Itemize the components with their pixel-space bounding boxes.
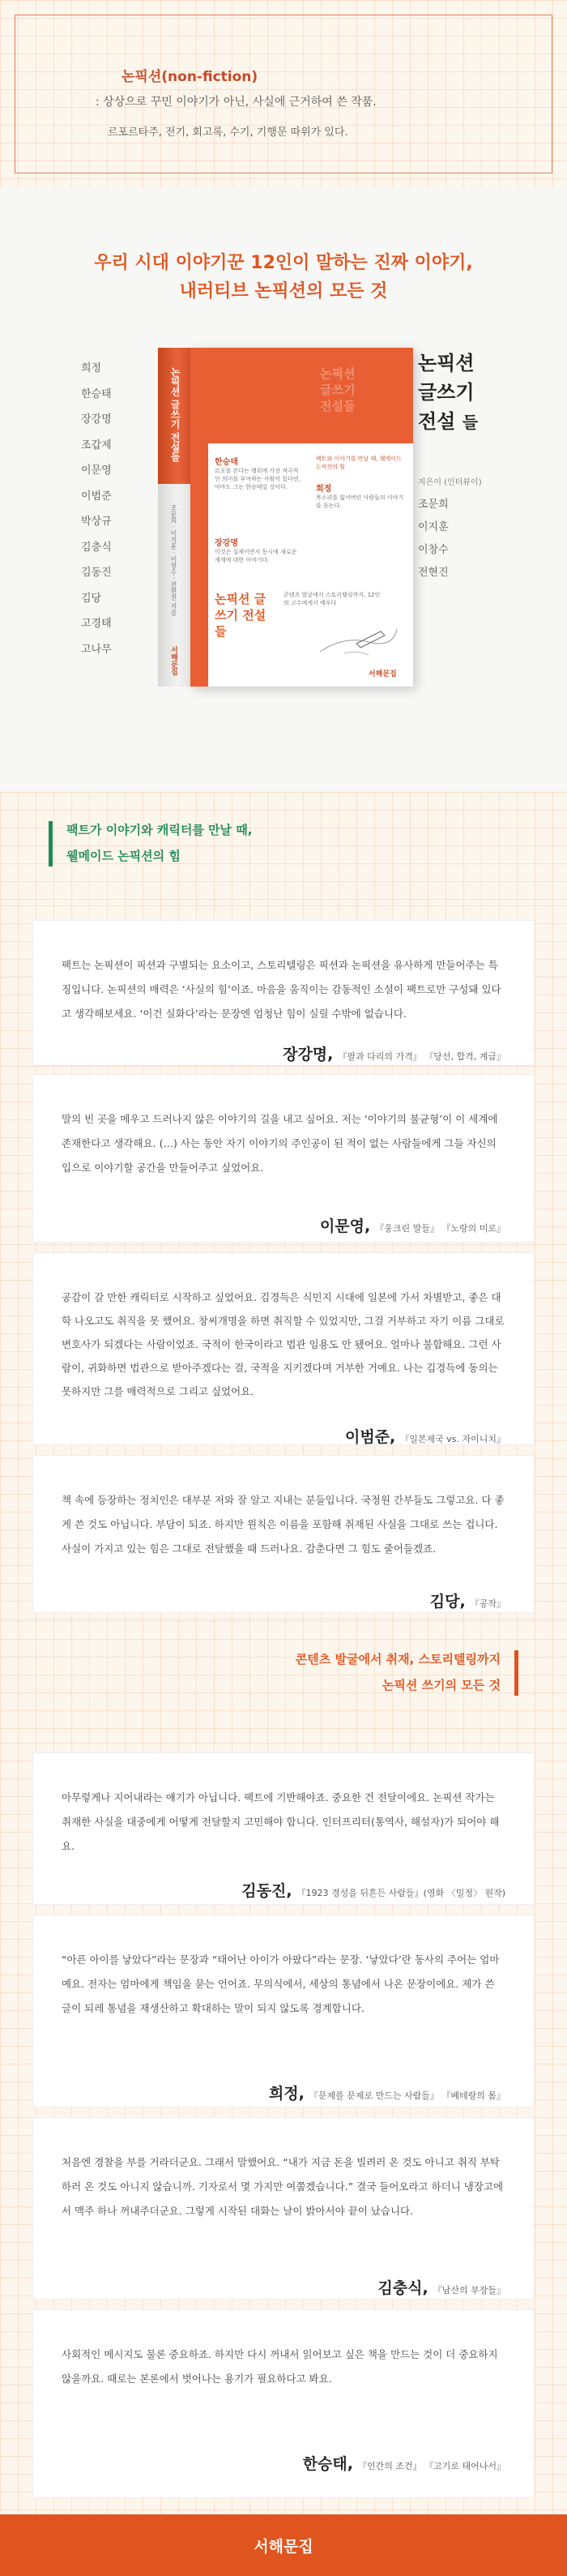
definition-title: 논픽션(non-fiction) xyxy=(122,69,258,85)
quote-book: 『팔과 다리의 가격』 『당선, 합격, 계급』 xyxy=(338,1051,505,1062)
quote-text: 공감이 갈 만한 캐릭터로 시작하고 싶었어요. 김경득은 식민지 시대에 일본에 가서 차별받고, 좋은 대학 나오고도 취직을 못 했어요. 창씨개명을 하면 취직할 수 있었지만, 그걸 거부하고 자기 이름 그대로 변호사가 되겠다는 사람이었죠. 국적이 한국이라고 법관 임용도 안 됐어요. 얼마나 불합해요. 그런 사람이, 귀화하면 법관으로 받아주겠다는 걸, 국적을 지키겠다며 거부한 거예요. 나는 김경득에 동의는 못하지만 그를 매력적으로 그리고 싶었어요. xyxy=(62,1291,505,1397)
spine-publisher: 서해문집 xyxy=(169,646,177,675)
quote-attribution xyxy=(283,1042,505,1064)
author-name: 고경태 xyxy=(81,618,112,630)
quote-text: 책 속에 등장하는 정치인은 대부분 저와 잘 알고 지내는 분들입니다. 국정원 간부들도 그렇고요. 다 좋게 쓴 것도 아닙니다. 부담이 되죠. 하지만 원칙은 이름을 포함해 취재된 사실을 그대로 쓰는 겁니다. 사실이 가지고 있는 힘은 그대로 전달했을 때 드러나요. 감춘다면 그 힘도 줄어들겠죠. xyxy=(62,1494,505,1555)
hero-section xyxy=(0,188,567,792)
section-heading: 논픽션 쓰기의 모든 것 xyxy=(382,1678,501,1692)
quote-card xyxy=(32,1252,535,1445)
quote-text: 사회적인 메시지도 물론 중요하죠. 하지만 다시 꺼내서 읽어보고 싶은 책을 만드는 것이 더 중요하지 않을까요. 때로는 본론에서 벗어나는 용기가 필요하다고 봐요. xyxy=(62,2348,498,2385)
section-heading: 웰메이드 논픽션의 힘 xyxy=(66,849,181,863)
author-name: 김충식 xyxy=(81,541,112,554)
quote-card xyxy=(32,920,535,1066)
quote-card xyxy=(32,2117,535,2300)
spine-authors: 조문희 · 이지훈 · 이창수 · 전현진 지음 xyxy=(170,504,177,616)
author-name: 이문영 xyxy=(81,464,112,477)
cover-name: 장강명 xyxy=(215,539,238,548)
author-name: 박상규 xyxy=(81,516,112,528)
credit-name: 전현진 xyxy=(418,567,449,579)
quote-card xyxy=(32,1915,535,2107)
quote-author: 이범준, xyxy=(344,1428,396,1446)
section-heading-content xyxy=(0,1621,567,1743)
quote-book: 『일본제국 vs. 자이니치』 xyxy=(400,1434,505,1444)
credit-name: 이지훈 xyxy=(418,521,449,533)
quote-card xyxy=(32,1752,535,1905)
cover-name: 한승태 xyxy=(215,458,238,467)
quote-text: 팩트는 논픽션이 픽션과 구별되는 요소이고, 스토리텔링은 픽션과 논픽션을 유사하게 만들어주는 특징입니다. 논픽션의 매력은 ‘사실의 힘’이죠. 마음을 움직이는 감동적인 소설이 팩트로만 구성돼 있다고 생각해보세요. ‘이건 실화다’라는 문장엔 엄청난 힘이 실릴 수밖에 없습니다. xyxy=(62,959,501,1020)
hero-subheadline: 내러티브 논픽션의 모든 것 xyxy=(179,281,388,302)
spine-title: 논픽션 글쓰기 전설들 xyxy=(169,367,181,462)
quote-author: 김동진, xyxy=(241,1882,292,1900)
author-name: 조갑제 xyxy=(81,439,112,451)
quote-book: 『1923 경성을 뒤흔든 사람들』(영화 〈밀정〉 원작) xyxy=(296,1888,505,1898)
quote-card xyxy=(32,1455,535,1613)
author-name: 고나무 xyxy=(81,643,112,656)
cover-text: 이것은 실제이면서 동시에 새로운 세계에 대한 이야기다. xyxy=(215,549,297,563)
cover-mini-title: 논픽션 글쓰기 전설 들 xyxy=(215,592,266,639)
quote-text: “아픈 아이를 낳았다”라는 문장과 “태어난 아이가 아팠다”라는 문장. ‘낳았다’란 동사의 주어는 엄마예요. 전자는 엄마에게 책임을 묻는 언어죠. 무의식에서, 세상의 통념에서 나온 문장이에요. 제가 쓴 글이 되레 통념을 재생산하고 확대하는 말이 되지 않도록 경계합니다. xyxy=(62,1953,500,2014)
cover-top-band xyxy=(190,348,413,443)
author-list xyxy=(81,356,130,662)
quote-attribution xyxy=(269,2082,505,2103)
section-heading-fact xyxy=(0,792,567,905)
quote-attribution xyxy=(303,2452,505,2474)
author-name: 김동진 xyxy=(81,567,112,579)
author-name: 김당 xyxy=(81,592,102,605)
credit-name: 조문희 xyxy=(418,499,449,511)
book-title-suffix: 들 xyxy=(462,413,479,432)
credit-name: 이창수 xyxy=(418,544,449,556)
credit-list xyxy=(418,494,449,584)
heading-accent-bar xyxy=(49,821,53,867)
cover-ghost-title: 논픽션 글쓰기 전설들 xyxy=(320,366,356,413)
credit-heading: 지은이 (인터뷰이) xyxy=(418,478,482,487)
definition-examples: 르포르타주, 전기, 회고록, 수기, 기행문 따위가 있다. xyxy=(108,126,348,139)
book-title-line: 글쓰기 xyxy=(418,381,475,404)
quote-card xyxy=(32,2309,535,2498)
author-name: 이범준 xyxy=(81,490,112,503)
cover-name: 희정 xyxy=(316,485,332,494)
quote-author: 장강명, xyxy=(283,1046,334,1063)
quote-text: 아무렇게나 지어내라는 얘기가 아닙니다. 팩트에 기반해야죠. 중요한 건 전달이에요. 논픽션 작가는 취재한 사실을 대중에게 어떻게 전달할지 고민해야 합니다. 인터프리터(통역사, 해설자)가 되어야 해요. xyxy=(62,1791,500,1852)
footer-bar xyxy=(0,2514,567,2576)
quote-author: 김당, xyxy=(429,1593,466,1611)
definition-line: : 상상으로 꾸민 이야기가 아닌, 사실에 근거하여 쓴 작품. xyxy=(96,96,377,109)
author-name: 장강명 xyxy=(81,413,112,426)
quote-author: 희정, xyxy=(268,2085,305,2103)
cover-mini-text: 콘텐츠 발굴에서 스토리텔링까지, 12인의 고수에게서 배우다 xyxy=(284,592,381,606)
book-cover-image xyxy=(158,338,413,699)
quote-attribution xyxy=(345,1425,505,1447)
quote-attribution xyxy=(241,1879,505,1901)
quote-author: 이문영, xyxy=(319,1217,371,1235)
book-title-line: 전설 xyxy=(418,410,456,433)
quote-text: 처음엔 경찰을 부를 거라더군요. 그래서 말했어요. “내가 지금 돈을 빌려러 온 것도 아니고 취직 부탁하러 온 것도 아니지 않습니까. 기자로서 몇 가지만 여쭙겠습니다.” 결국 들어오라고 하더니 냉장고에서 맥주 하나 꺼내주더군요. 그렇게 시작된 대화는 날이 밝아서야 끝이 났습니다. xyxy=(62,2156,504,2217)
quote-book: 『공작』 xyxy=(470,1598,505,1609)
quote-attribution xyxy=(377,2276,505,2298)
cover-text: 목소리를 잃어버린 사람들의 이야기를 듣는다. xyxy=(316,494,404,509)
quote-card xyxy=(32,1074,535,1243)
quote-author: 한승태, xyxy=(302,2455,353,2473)
book-front xyxy=(190,348,413,687)
quote-book: 『문제를 문제로 만드는 사람들』 『베테랑의 몸』 xyxy=(309,2090,505,2101)
book-title-line: 논픽션 xyxy=(418,352,475,374)
section-heading: 팩트가 이야기와 캐릭터를 만날 때, xyxy=(66,823,253,837)
definition-section xyxy=(0,0,567,188)
cover-tagline: 팩트와 이야기를 만날 때, 웰메이드 논픽션의 힘 xyxy=(316,456,402,470)
cover-text: 르포를 쓴다는 행위에 가장 적극적인 의미를 부여하는 사람이 있다면, 아마도 그는 한승태일 것이다. xyxy=(215,468,301,490)
publisher-logo[interactable]: 서해문집 xyxy=(254,2538,313,2556)
hero-headline: 우리 시대 이야기꾼 12인이 말하는 진짜 이야기, xyxy=(94,253,473,273)
section-heading: 콘텐츠 발굴에서 취재, 스토리텔링까지 xyxy=(295,1652,501,1667)
quote-text: 말의 빈 곳을 메우고 드러나지 않은 이야기의 길을 내고 싶어요. 저는 ‘이야기의 불균형’이 이 세계에 존재한다고 생각해요. (…) 사는 동안 자기 이야기의 주인공이 된 적이 없는 사람들에게 그들 자신의 입으로 이야기할 공간을 만들어주고 싶었어요. xyxy=(62,1113,498,1174)
book-title xyxy=(418,349,478,437)
pen-illustration-icon xyxy=(312,619,401,660)
quote-author: 김충식, xyxy=(377,2279,428,2297)
author-name: 희정 xyxy=(81,362,102,374)
author-name: 한승태 xyxy=(81,387,112,400)
quote-book: 『남산의 부장들』 xyxy=(433,2285,505,2296)
heading-accent-bar xyxy=(514,1650,518,1696)
quote-book: 『웅크린 말들』 『노랑의 미로』 xyxy=(375,1223,505,1234)
quote-attribution xyxy=(430,1590,505,1611)
quote-book: 『인간의 조건』 『고기로 태어나서』 xyxy=(357,2461,505,2471)
quote-attribution xyxy=(320,1214,505,1236)
cover-publisher-logo: 서해문집 xyxy=(369,670,397,678)
